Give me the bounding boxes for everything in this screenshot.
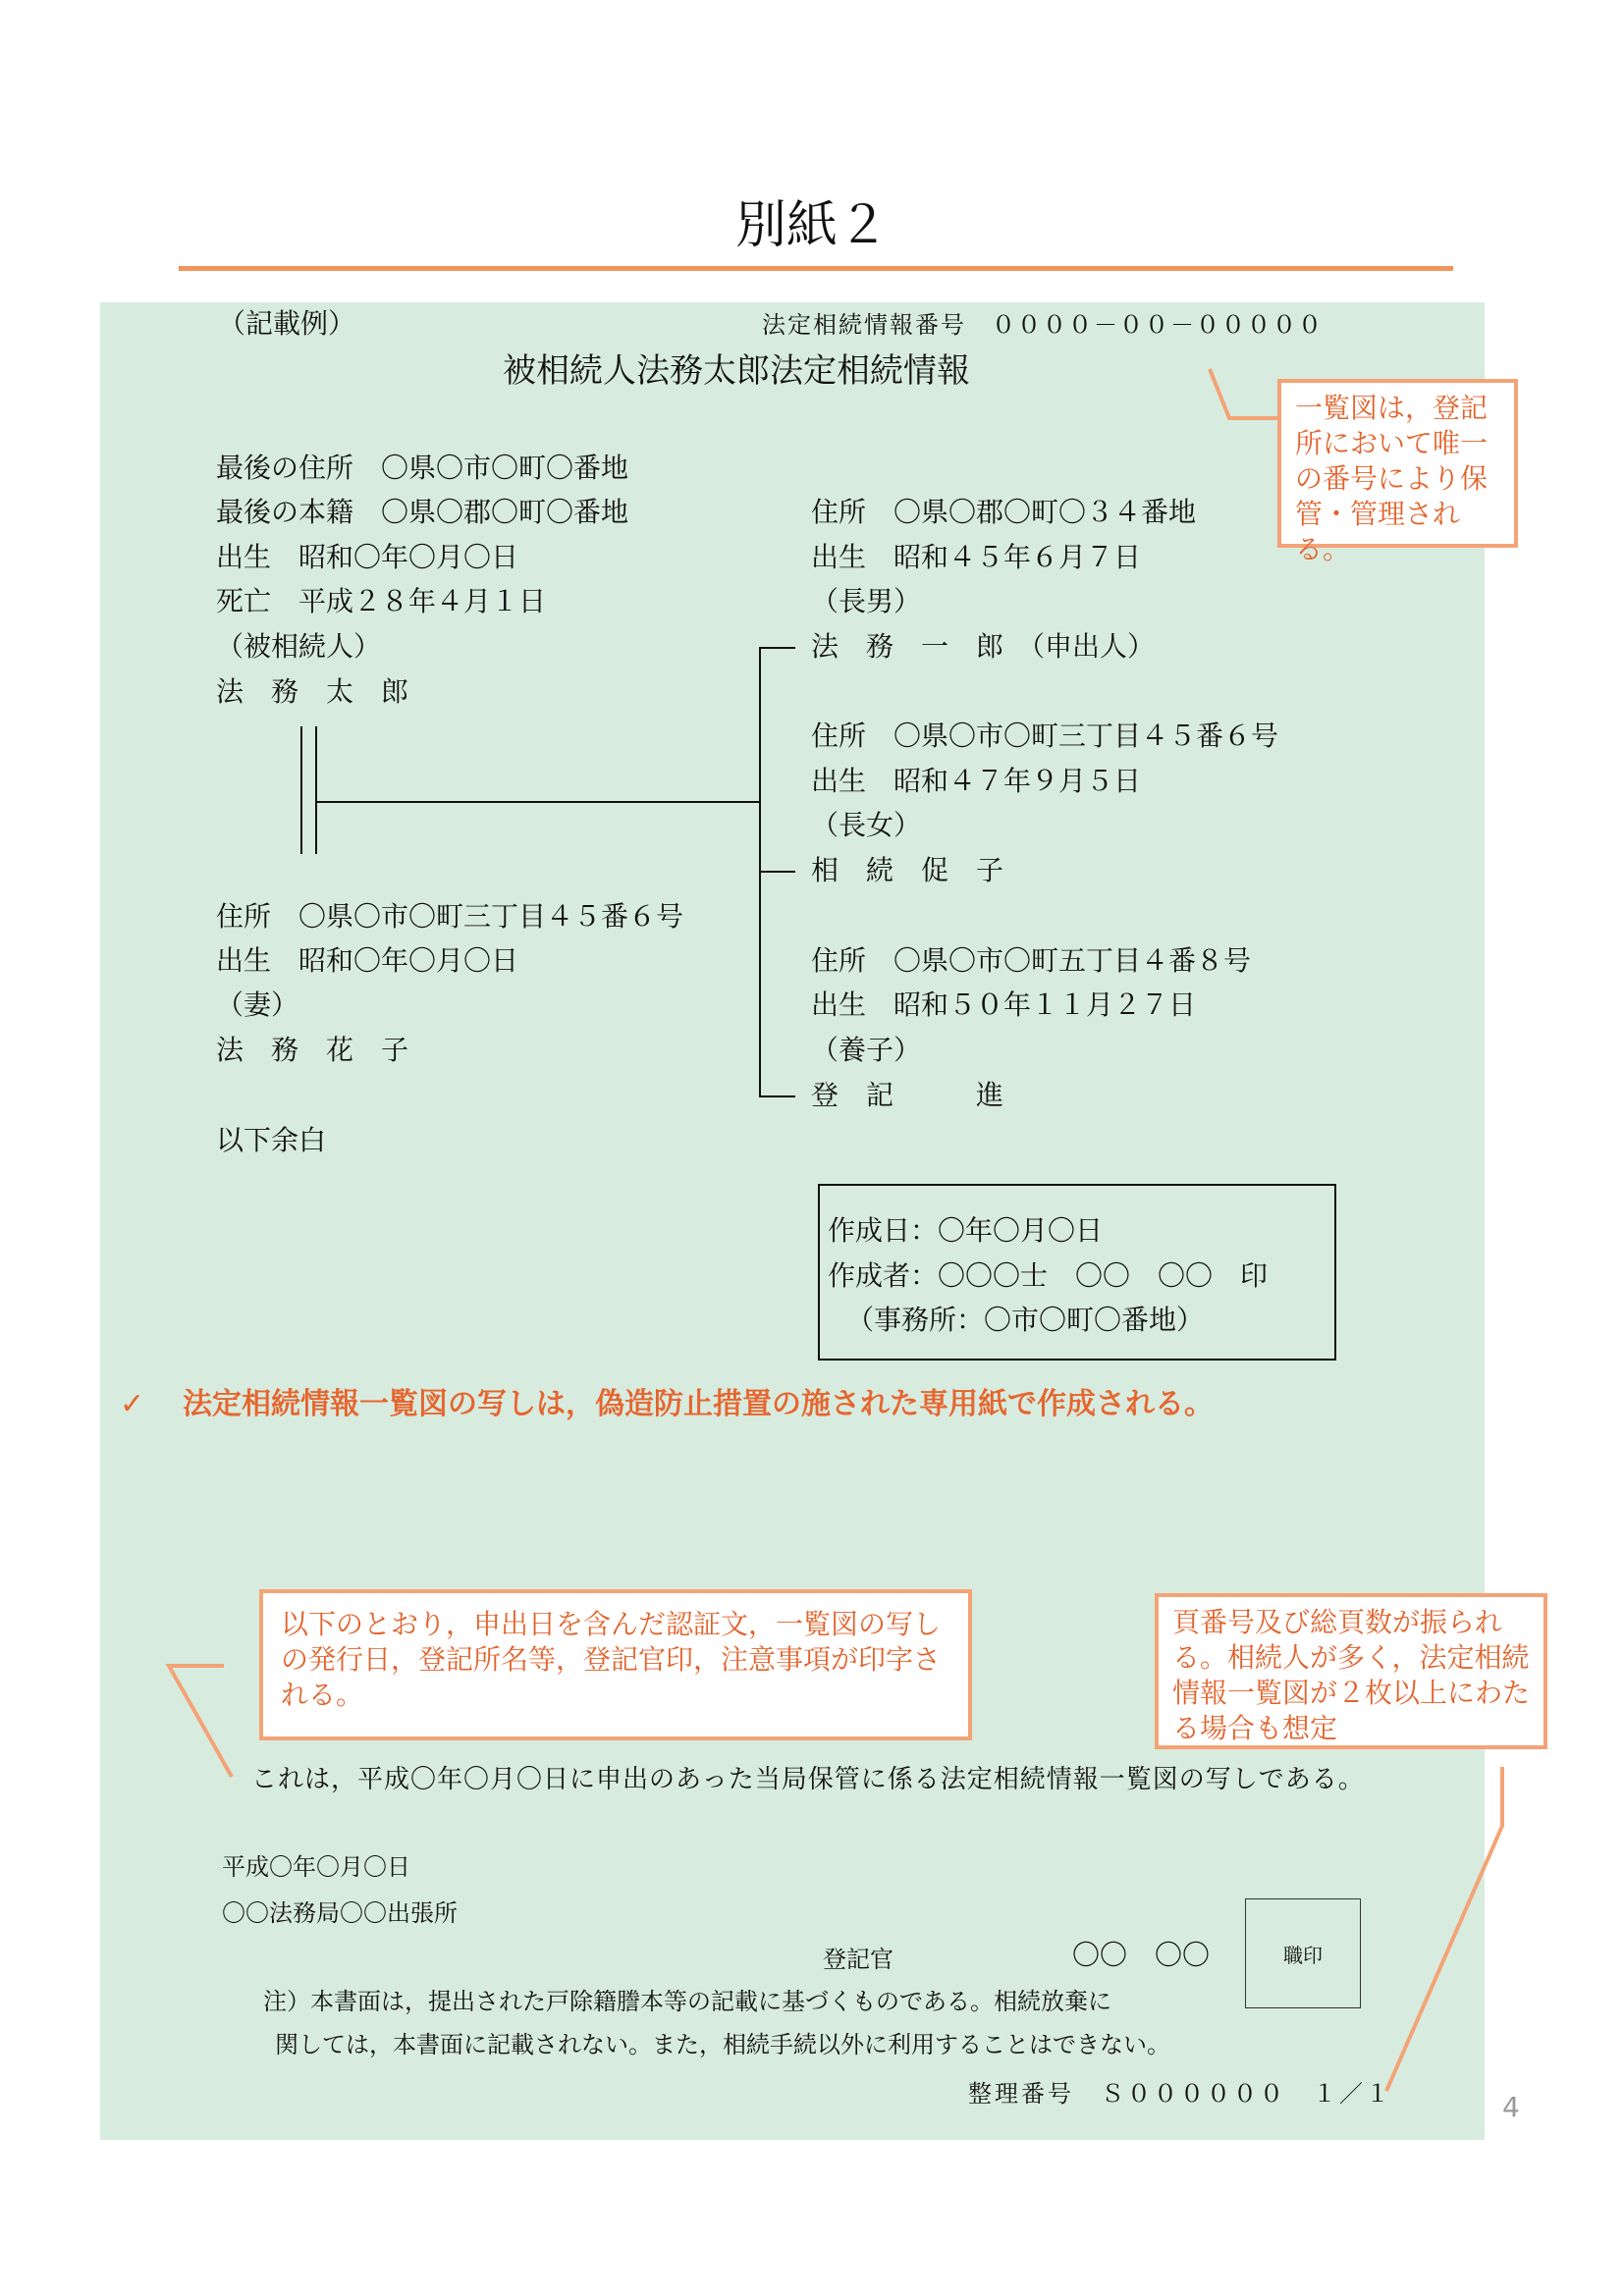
info-number: 法定相続情報番号 ００００－００－０００００ xyxy=(762,311,1324,339)
registrar-seal xyxy=(1245,1898,1361,2008)
heir-3-name: 登 記 進 xyxy=(811,1079,1004,1111)
callout-unique-number: 一覧図は，登記所において唯一の番号により保管・管理される。 xyxy=(1277,379,1518,548)
heir-2-name: 相 続 促 子 xyxy=(811,854,1004,886)
spouse-role: （妻） xyxy=(216,988,299,1021)
page-title: 別紙２ xyxy=(734,196,889,255)
heir-3-birth: 出生 昭和５０年１１月２７日 xyxy=(811,988,1197,1021)
heir-1-role: （長男） xyxy=(811,585,922,617)
pointer-unique-number xyxy=(1210,369,1280,418)
creator-name: 作成者：〇〇〇士 〇〇 〇〇 印 xyxy=(828,1259,1269,1292)
heir-3-role: （養子） xyxy=(811,1034,922,1066)
spouse-address: 住所 〇県〇市〇町三丁目４５番６号 xyxy=(216,900,684,933)
page-number: 4 xyxy=(1502,2091,1520,2123)
check-icon: ✓ xyxy=(120,1387,145,1421)
pointer-printed-items xyxy=(169,1666,232,1777)
deceased-name: 法 務 太 郎 xyxy=(216,675,409,708)
registrar-name: 〇〇 〇〇 xyxy=(1072,1939,1211,1971)
callout-page-numbers: 頁番号及び総頁数が振られる。相続人が多く，法定相続情報一覧図が２枚以上にわたる場合も想定 xyxy=(1155,1593,1547,1749)
example-label: （記載例） xyxy=(218,307,356,340)
deceased-role: （被相続人） xyxy=(216,630,382,663)
special-paper-notice: 法定相続情報一覧図の写しは，偽造防止措置の施された専用紙で作成される。 xyxy=(183,1387,1214,1421)
pointer-page-numbers xyxy=(1386,1767,1502,2091)
heir-2-address: 住所 〇県〇市〇町三丁目４５番６号 xyxy=(811,720,1279,752)
office-name: 〇〇法務局〇〇出張所 xyxy=(222,1899,458,1927)
deceased-last-domicile: 最後の本籍 〇県〇郡〇町〇番地 xyxy=(216,496,629,528)
heir-1-name: 法 務 一 郎 （申出人） xyxy=(811,630,1156,663)
heir-2-birth: 出生 昭和４７年９月５日 xyxy=(811,765,1142,797)
deceased-death: 死亡 平成２８年４月１日 xyxy=(216,585,547,617)
heir-3-address: 住所 〇県〇市〇町五丁目４番８号 xyxy=(811,944,1252,977)
deceased-last-address: 最後の住所 〇県〇市〇町〇番地 xyxy=(216,452,629,484)
blank-below-marker: 以下余白 xyxy=(216,1124,327,1156)
heir-1-birth: 出生 昭和４５年６月７日 xyxy=(811,541,1142,573)
certification-text: これは，平成〇年〇月〇日に申出のあった当局保管に係る法定相続情報一覧図の写しである。 xyxy=(251,1765,1365,1794)
deceased-birth: 出生 昭和〇年〇月〇日 xyxy=(216,541,519,573)
heir-2-role: （長女） xyxy=(811,809,922,841)
creator-office: （事務所：〇市〇町〇番地） xyxy=(846,1304,1205,1336)
document-heading: 被相続人法務太郎法定相続情報 xyxy=(503,351,970,391)
note-line-1: 注）本書面は，提出された戸除籍謄本等の記載に基づくものである。相続放棄に xyxy=(263,1988,1111,2015)
spouse-birth: 出生 昭和〇年〇月〇日 xyxy=(216,944,519,977)
heir-1-address: 住所 〇県〇郡〇町〇３４番地 xyxy=(811,496,1197,528)
note-line-2: 関しては，本書面に記載されない。また，相続手続以外に利用することはできない。 xyxy=(275,2031,1170,2058)
registrar-label: 登記官 xyxy=(823,1946,893,1973)
seal-label: 職印 xyxy=(1283,1943,1323,1967)
creator-date: 作成日：〇年〇月〇日 xyxy=(828,1214,1104,1247)
issue-date: 平成〇年〇月〇日 xyxy=(222,1853,410,1881)
spouse-name: 法 務 花 子 xyxy=(216,1034,409,1066)
callout-printed-items: 以下のとおり，申出日を含んだ認証文，一覧図の写しの発行日，登記所名等，登記官印，注意事項が印字される。 xyxy=(259,1589,972,1740)
serial-number: 整理番号 Ｓ００００００ １／１ xyxy=(968,2080,1392,2108)
